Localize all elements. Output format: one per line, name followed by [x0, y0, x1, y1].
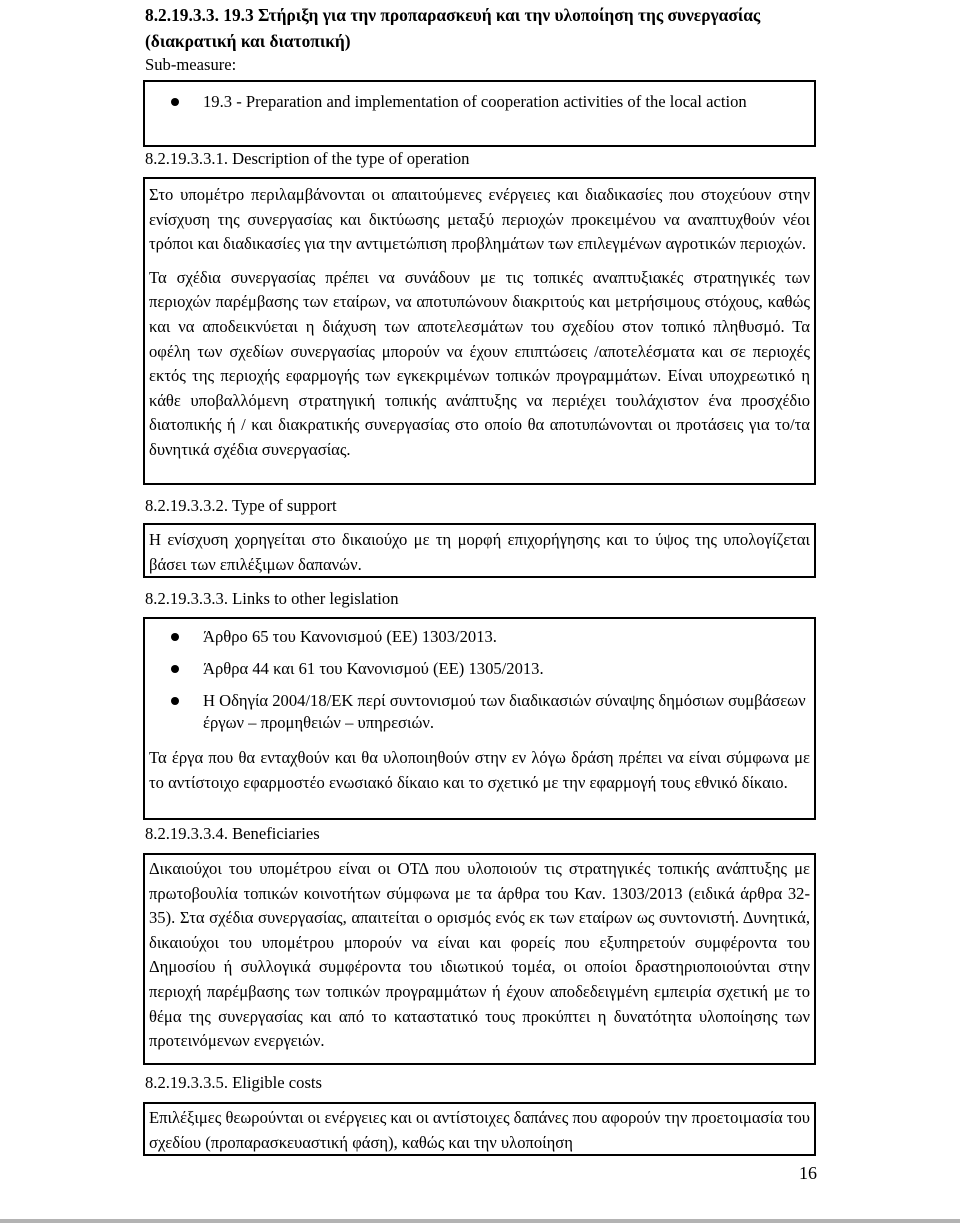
support-title: 8.2.19.3.3.2. Type of support [145, 496, 337, 515]
beneficiaries-box [143, 853, 816, 1065]
links-text: Τα έργα που θα ενταχθούν και θα υλοποιηθούν στην εν λόγω δράση πρέπει να είναι σύμφωνα με το αντίστοιχο εφαρμοστέο ενωσιακό δίκαιο και το σχετικό με την εφαρμογή τους εθνικό δίκαιο. [149, 748, 810, 792]
support-text: Η ενίσχυση χορηγείται στο δικαιούχο με τη μορφή επιχορήγησης και το ύψος της υπολογίζεται βάσει των επιλέξιμων δαπανών. [149, 530, 810, 574]
description-title: 8.2.19.3.3.1. Description of the type of operation [145, 149, 470, 168]
beneficiaries-title: 8.2.19.3.3.4. Beneficiaries [145, 824, 320, 843]
description-paragraph-2: Τα σχέδια συνεργασίας πρέπει να συνάδουν με τις τοπικές αναπτυξιακές στρατηγικές των περιοχών παρέμβασης των εταίρων, να αποτυπώνουν διακριτούς και μετρήσιμους στόχους, καθώς και να αποδεικνύεται η διάχυση των αποτελεσμάτων του σχεδίου στον τοπικό πληθυσμό. Τα οφέλη των σχεδίων συνεργασίας μπορούν να έχουν επιπτώσεις /αποτελέσματα και σε περιοχές εκτός της περιοχής εφαρμογής των εγκεκριμένων τοπικών προγραμμάτων. Είναι υποχρεωτικό η κάθε υποβαλλόμενη στρατηγική τοπικής ανάπτυξης να περιέχει τουλάχιστον ένα προσχέδιο διατοπικής ή / και διακρατικής συνεργασίας στο οποίο θα αποτυπώνονται οι προτάσεις για το/τα δυνητικά σχέδια συνεργασίας. [149, 267, 810, 459]
list-item [145, 658, 814, 680]
submeasure-item: 19.3 - Preparation and implementation of cooperation activities of the local action [203, 92, 747, 111]
link-item-3: Η Οδηγία 2004/18/ΕΚ περί συντονισμού των διαδικασιών σύναψης δημόσιων συμβάσεων έργων – προμηθειών – υπηρεσιών. [203, 691, 806, 732]
bullet-icon [171, 697, 179, 705]
bullet-icon [171, 665, 179, 673]
page-number: 16 [799, 1163, 817, 1183]
links-list [145, 619, 814, 734]
beneficiaries-text: Δικαιούχοι του υπομέτρου είναι οι ΟΤΔ που υλοποιούν τις στρατηγικές τοπικής ανάπτυξης με πρωτοβουλία τοπικών κοινοτήτων σύμφωνα με τα άρθρα του Καν. 1303/2013 (ειδικά άρθρα 32-35). Στα σχέδια συνεργασίας, απαιτείται ο ορισμός ενός εκ των εταίρων ως συντονιστή. Δυνητικά, δικαιούχοι του υπομέτρου μπορούν να είναι και φορείς που εξυπηρετούν συμφέροντα του Δημοσίου ή συλλογικά συμφέροντα του ιδιωτικού τομέα, οι οποίοι δραστηριοποιούνται στην περιοχή παρέμβασης των τοπικών προγραμμάτων ή έχουν αποδεδειγμένη εμπειρία σχετική με το θέμα της συνεργασίας και από το καταστατικό τους προκύπτει η δυνατότητα υλοποίησης των προτεινόμενων ενεργειών. [149, 859, 810, 1051]
submeasure-label: Sub-measure: [145, 55, 237, 74]
footer-divider [0, 1219, 960, 1223]
link-item-2: Άρθρα 44 και 61 του Κανονισμού (ΕΕ) 1305/2013. [203, 659, 544, 678]
list-item [145, 626, 814, 648]
submeasure-list [145, 82, 814, 113]
bullet-icon [171, 633, 179, 641]
links-title: 8.2.19.3.3.3. Links to other legislation [145, 589, 399, 608]
links-box [143, 617, 816, 820]
link-item-1: Άρθρο 65 του Κανονισμού (ΕΕ) 1303/2013. [203, 627, 497, 646]
eligible-costs-title: 8.2.19.3.3.5. Eligible costs [145, 1073, 322, 1092]
submeasure-box [143, 80, 816, 147]
bullet-icon [171, 98, 179, 106]
section-heading: 8.2.19.3.3. 19.3 Στήριξη για την προπαρασκευή και την υλοποίηση της συνεργασίας (διακρατική και διατοπική) [145, 5, 761, 51]
list-item [145, 690, 814, 734]
eligible-costs-text: Επιλέξιμες θεωρούνται οι ενέργειες και οι αντίστοιχες δαπάνες που αφορούν την προετοιμασία του σχεδίου (προπαρασκευαστική φάση), καθώς και την υλοποίηση [149, 1108, 810, 1152]
support-box [143, 523, 816, 578]
list-item [145, 91, 814, 113]
description-paragraph-1: Στο υπομέτρο περιλαμβάνονται οι απαιτούμενες ενέργειες και διαδικασίες που στοχεύουν στην ενίσχυση της συνεργασίας και δικτύωσης μεταξύ περιοχών προκειμένου να αναπτυχθούν νέοι τρόποι και διαδικασίες για την αντιμετώπιση προβλημάτων των επιλεγμένων αγροτικών περιοχών. [149, 185, 810, 254]
description-box [143, 177, 816, 485]
eligible-costs-box [143, 1102, 816, 1156]
